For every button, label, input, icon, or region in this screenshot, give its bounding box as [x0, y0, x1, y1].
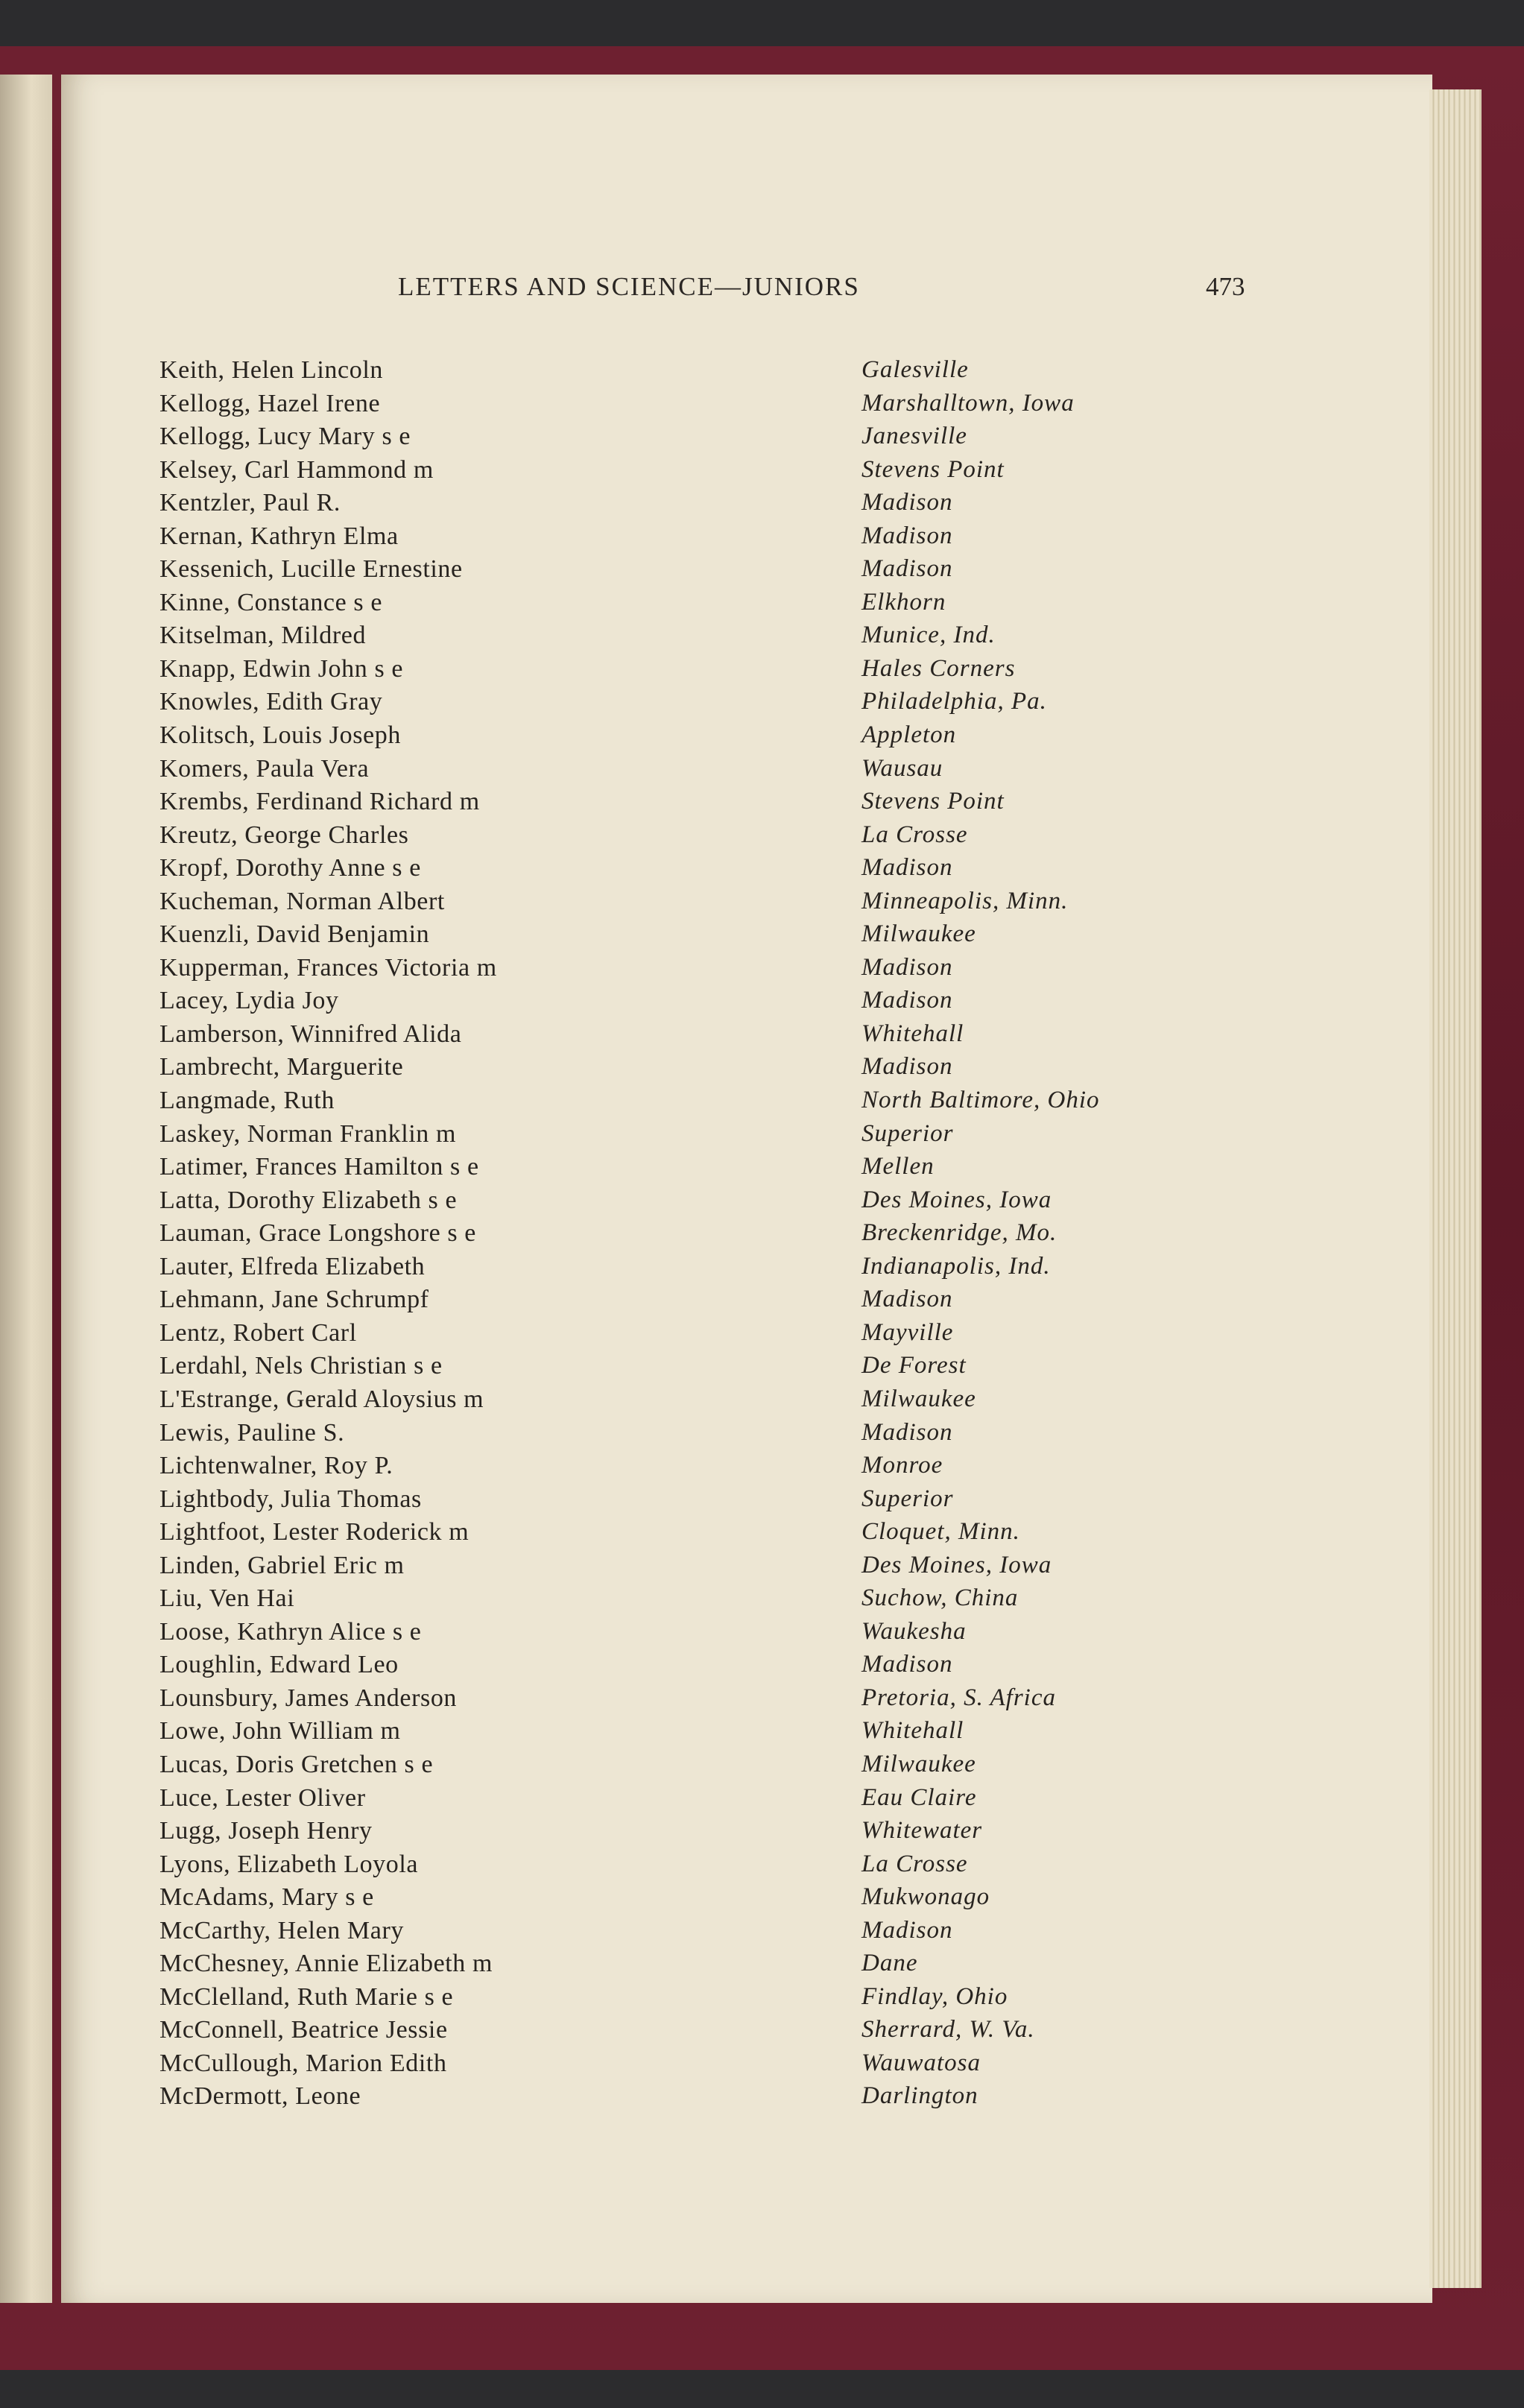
hometown: Milwaukee	[861, 1385, 976, 1412]
list-item	[156, 1784, 1274, 1818]
list-item	[156, 1883, 1274, 1917]
hometown: De Forest	[861, 1352, 967, 1380]
hometown: Madison	[861, 555, 953, 583]
hometown: La Crosse	[861, 821, 968, 848]
student-name: Lowe, John William m	[159, 1717, 401, 1745]
hometown: La Crosse	[861, 1850, 968, 1877]
list-item	[156, 423, 1274, 456]
hometown: Milwaukee	[861, 920, 976, 948]
hometown: Waukesha	[861, 1617, 967, 1645]
student-name: Linden, Gabriel Eric m	[159, 1551, 405, 1579]
list-item	[156, 1485, 1274, 1519]
list-item	[156, 1618, 1274, 1652]
hometown: Madison	[861, 987, 953, 1014]
list-item	[156, 655, 1274, 689]
student-name: Kessenich, Lucille Ernestine	[159, 555, 463, 584]
student-name: Lucas, Doris Gretchen s e	[159, 1750, 434, 1778]
student-name: Loughlin, Edward Leo	[159, 1651, 399, 1679]
list-item	[156, 920, 1274, 954]
list-item	[156, 1584, 1274, 1618]
student-name: Langmade, Ruth	[159, 1087, 335, 1115]
list-item	[156, 356, 1274, 390]
hometown: Madison	[861, 953, 953, 981]
hometown: Stevens Point	[861, 455, 1005, 483]
student-name: Krembs, Ferdinand Richard m	[159, 788, 480, 816]
running-header	[0, 272, 1524, 309]
hometown: Cloquet, Minn.	[861, 1518, 1020, 1546]
hometown: Des Moines, Iowa	[861, 1551, 1052, 1579]
list-item	[156, 987, 1274, 1020]
hometown: North Baltimore, Ohio	[861, 1087, 1100, 1114]
list-item	[156, 1684, 1274, 1718]
hometown: Mellen	[861, 1153, 935, 1181]
hometown: Madison	[861, 1916, 953, 1944]
student-name: McAdams, Mary s e	[159, 1883, 374, 1912]
list-item	[156, 1950, 1274, 1983]
student-name: Loose, Kathryn Alice s e	[159, 1617, 422, 1646]
student-name: Lightbody, Julia Thomas	[159, 1485, 422, 1513]
list-item	[156, 1319, 1274, 1353]
facing-page-edge	[0, 75, 52, 2303]
student-name: Lauman, Grace Longshore s e	[159, 1219, 476, 1248]
student-name: Liu, Ven Hai	[159, 1584, 295, 1613]
student-name: Kentzler, Paul R.	[159, 489, 341, 517]
student-name: McCullough, Marion Edith	[159, 2049, 447, 2077]
student-name: L'Estrange, Gerald Aloysius m	[159, 1385, 484, 1413]
hometown: Des Moines, Iowa	[861, 1186, 1052, 1213]
list-item	[156, 1452, 1274, 1485]
hometown: Marshalltown, Iowa	[861, 389, 1075, 417]
student-name: Kitselman, Mildred	[159, 622, 367, 650]
hometown: Whitehall	[861, 1020, 964, 1047]
page-number: 473	[1206, 272, 1245, 301]
hometown: Mayville	[861, 1318, 954, 1346]
list-item	[156, 1020, 1274, 1054]
list-item	[156, 1651, 1274, 1684]
list-item	[156, 1917, 1274, 1950]
student-name: Lounsbury, James Anderson	[159, 1684, 458, 1712]
hometown: Munice, Ind.	[861, 622, 996, 649]
student-name: Lugg, Joseph Henry	[159, 1817, 373, 1845]
student-name: Knapp, Edwin John s e	[159, 654, 404, 683]
student-name: Kelsey, Carl Hammond m	[159, 455, 434, 484]
list-item	[156, 2082, 1274, 2116]
list-item	[156, 622, 1274, 655]
hometown: Janesville	[861, 423, 967, 450]
student-name: McConnell, Beatrice Jessie	[159, 2016, 448, 2044]
list-item	[156, 1518, 1274, 1552]
hometown: Galesville	[861, 356, 969, 383]
hometown: Suchow, China	[861, 1584, 1019, 1612]
student-name: Kernan, Kathryn Elma	[159, 522, 399, 550]
hometown: Madison	[861, 1053, 953, 1081]
hometown: Wausau	[861, 754, 943, 782]
student-name: Lehmann, Jane Schrumpf	[159, 1286, 429, 1314]
list-item	[156, 2050, 1274, 2083]
student-name: Latta, Dorothy Elizabeth s e	[159, 1186, 458, 1214]
hometown: Dane	[861, 1950, 918, 1977]
list-item	[156, 1219, 1274, 1253]
hometown: Madison	[861, 854, 953, 882]
hometown: Superior	[861, 1119, 954, 1147]
section-title: LETTERS AND SCIENCE—JUNIORS	[398, 272, 860, 301]
student-name: Lichtenwalner, Roy P.	[159, 1452, 393, 1480]
student-name: Lerdahl, Nels Christian s e	[159, 1352, 443, 1380]
list-item	[156, 1385, 1274, 1419]
student-name: Kolitsch, Louis Joseph	[159, 721, 401, 750]
student-name: McClelland, Ruth Marie s e	[159, 1982, 454, 2011]
list-item	[156, 1053, 1274, 1087]
hometown: Madison	[861, 1286, 953, 1313]
student-name: Keith, Helen Lincoln	[159, 356, 383, 384]
list-item	[156, 1983, 1274, 2017]
list-item	[156, 1153, 1274, 1186]
hometown: Whitehall	[861, 1717, 964, 1745]
list-item	[156, 1552, 1274, 1585]
student-name: McCarthy, Helen Mary	[159, 1916, 404, 1944]
student-name: Latimer, Frances Hamilton s e	[159, 1153, 479, 1181]
list-item	[156, 788, 1274, 821]
hometown: Superior	[861, 1485, 954, 1512]
list-item	[156, 390, 1274, 423]
hometown: Mukwonago	[861, 1883, 990, 1911]
student-name: Lightfoot, Lester Roderick m	[159, 1518, 469, 1546]
student-name: Kinne, Constance s e	[159, 588, 383, 616]
student-name: Komers, Paula Vera	[159, 754, 370, 783]
student-name: Laskey, Norman Franklin m	[159, 1119, 457, 1148]
list-item	[156, 589, 1274, 622]
student-name: Lentz, Robert Carl	[159, 1318, 357, 1347]
hometown: Wauwatosa	[861, 2049, 981, 2076]
student-name: Lamberson, Winnifred Alida	[159, 1020, 462, 1048]
hometown: Madison	[861, 1418, 953, 1446]
list-item	[156, 954, 1274, 987]
hometown: Madison	[861, 489, 953, 516]
list-item	[156, 1717, 1274, 1751]
list-item	[156, 1186, 1274, 1220]
hometown: Findlay, Ohio	[861, 1982, 1008, 2010]
student-name: Lewis, Pauline S.	[159, 1418, 345, 1447]
list-item	[156, 1851, 1274, 1884]
student-name: McDermott, Leone	[159, 2082, 361, 2111]
student-name: Kreutz, George Charles	[159, 821, 409, 849]
hometown: Eau Claire	[861, 1783, 977, 1811]
student-name: Lacey, Lydia Joy	[159, 987, 339, 1015]
hometown: Darlington	[861, 2082, 978, 2110]
list-item	[156, 555, 1274, 589]
student-name: Kropf, Dorothy Anne s e	[159, 854, 421, 882]
list-item	[156, 888, 1274, 921]
hometown: Monroe	[861, 1452, 943, 1479]
hometown: Milwaukee	[861, 1750, 976, 1777]
student-name: Kupperman, Frances Victoria m	[159, 953, 497, 982]
student-list	[156, 356, 1274, 2116]
hometown: Stevens Point	[861, 788, 1005, 815]
student-name: Kellogg, Hazel Irene	[159, 389, 381, 417]
list-item	[156, 1253, 1274, 1286]
student-name: Luce, Lester Oliver	[159, 1783, 366, 1812]
student-name: Lauter, Elfreda Elizabeth	[159, 1252, 426, 1280]
list-item	[156, 1087, 1274, 1120]
hometown: Madison	[861, 1651, 953, 1678]
list-item	[156, 821, 1274, 855]
hometown: Indianapolis, Ind.	[861, 1252, 1051, 1280]
hometown: Philadelphia, Pa.	[861, 688, 1047, 715]
hometown: Minneapolis, Minn.	[861, 887, 1069, 914]
student-name: McChesney, Annie Elizabeth m	[159, 1950, 493, 1978]
student-name: Kuenzli, David Benjamin	[159, 920, 430, 949]
list-item	[156, 1120, 1274, 1154]
student-name: Lambrecht, Marguerite	[159, 1053, 404, 1081]
student-name: Kellogg, Lucy Mary s e	[159, 423, 411, 451]
hometown: Pretoria, S. Africa	[861, 1684, 1056, 1711]
list-item	[156, 1817, 1274, 1851]
student-name: Lyons, Elizabeth Loyola	[159, 1850, 419, 1878]
student-name: Knowles, Edith Gray	[159, 688, 383, 716]
hometown: Whitewater	[861, 1817, 983, 1845]
list-item	[156, 1286, 1274, 1319]
hometown: Breckenridge, Mo.	[861, 1219, 1057, 1247]
list-item	[156, 456, 1274, 490]
list-item	[156, 688, 1274, 721]
list-item	[156, 1751, 1274, 1784]
list-item	[156, 2016, 1274, 2050]
list-item	[156, 721, 1274, 755]
hometown: Madison	[861, 522, 953, 549]
student-name: Kucheman, Norman Albert	[159, 887, 445, 915]
hometown: Elkhorn	[861, 588, 946, 616]
hometown: Appleton	[861, 721, 957, 749]
list-item	[156, 1419, 1274, 1453]
hometown: Sherrard, W. Va.	[861, 2016, 1035, 2044]
list-item	[156, 489, 1274, 522]
list-item	[156, 1352, 1274, 1385]
list-item	[156, 854, 1274, 888]
page-stack-edge	[1429, 89, 1482, 2288]
list-item	[156, 522, 1274, 556]
list-item	[156, 755, 1274, 789]
hometown: Hales Corners	[861, 654, 1016, 682]
